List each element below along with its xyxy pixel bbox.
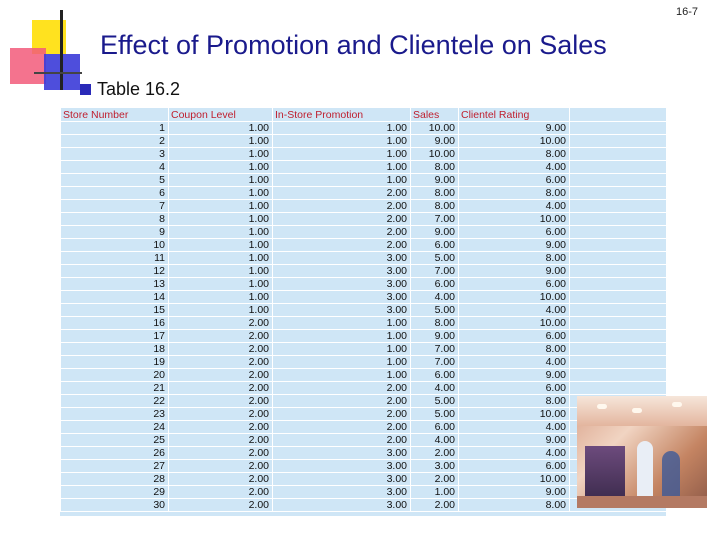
table-cell: 6.00	[411, 278, 459, 291]
table-header-row	[61, 108, 667, 122]
table-cell: 4.00	[411, 434, 459, 447]
photo-light	[632, 408, 642, 413]
table-cell: 2.00	[169, 408, 273, 421]
table-cell: 2.00	[169, 421, 273, 434]
table-row	[61, 122, 667, 135]
table-cell: 4	[61, 161, 169, 174]
table-cell: 6.00	[411, 421, 459, 434]
table-cell: 1.00	[169, 265, 273, 278]
table-cell: 15	[61, 304, 169, 317]
table-row	[61, 486, 667, 499]
table-cell: 1.00	[169, 252, 273, 265]
table-cell: 1.00	[169, 278, 273, 291]
table-cell: 10.00	[459, 213, 570, 226]
table-cell: 8.00	[411, 187, 459, 200]
table-cell: 5.00	[411, 304, 459, 317]
table-row	[61, 382, 667, 395]
table-cell-empty	[570, 278, 667, 291]
table-cell: 5.00	[411, 395, 459, 408]
table-row	[61, 239, 667, 252]
table-cell: 4.00	[459, 356, 570, 369]
table-cell: 1.00	[169, 226, 273, 239]
table-cell: 1.00	[169, 200, 273, 213]
table-cell-empty	[570, 291, 667, 304]
table-cell: 1.00	[273, 330, 411, 343]
table-cell-empty	[570, 226, 667, 239]
table-row	[61, 395, 667, 408]
table-cell: 2.00	[273, 187, 411, 200]
table-cell: 1.00	[273, 161, 411, 174]
table-cell: 5.00	[411, 408, 459, 421]
table-cell: 7.00	[411, 213, 459, 226]
table-cell-empty	[570, 135, 667, 148]
table-cell: 6	[61, 187, 169, 200]
table-row	[61, 252, 667, 265]
table-cell: 3.00	[273, 304, 411, 317]
photo-floor	[577, 496, 707, 508]
table-cell: 2.00	[169, 382, 273, 395]
table-cell: 4.00	[459, 161, 570, 174]
column-header: In-Store Promotion	[273, 108, 411, 122]
table-cell-empty	[570, 252, 667, 265]
photo-light	[597, 404, 607, 409]
table-cell: 8.00	[459, 187, 570, 200]
table-cell: 3.00	[273, 265, 411, 278]
table-cell: 2.00	[169, 499, 273, 512]
table-cell: 4.00	[411, 291, 459, 304]
table-cell: 18	[61, 343, 169, 356]
table-cell: 9.00	[459, 265, 570, 278]
table-cell: 2.00	[169, 395, 273, 408]
table-cell: 21	[61, 382, 169, 395]
table-cell: 14	[61, 291, 169, 304]
table-cell: 25	[61, 434, 169, 447]
table-cell: 2.00	[169, 473, 273, 486]
table-cell: 2.00	[169, 434, 273, 447]
table-cell: 3.00	[273, 447, 411, 460]
table-cell-empty	[570, 213, 667, 226]
corner-squares-logo	[10, 10, 90, 90]
table-cell: 1.00	[273, 317, 411, 330]
table-cell-empty	[570, 317, 667, 330]
table-row	[61, 161, 667, 174]
table-row	[61, 460, 667, 473]
table-cell: 1.00	[169, 213, 273, 226]
table-cell: 1.00	[273, 369, 411, 382]
table-cell-empty	[570, 304, 667, 317]
table-cell: 2.00	[273, 421, 411, 434]
table-cell: 3.00	[273, 499, 411, 512]
table-cell: 2.00	[273, 200, 411, 213]
table-cell: 11	[61, 252, 169, 265]
table-cell: 12	[61, 265, 169, 278]
table-cell: 9.00	[411, 226, 459, 239]
table-row	[61, 447, 667, 460]
pink-square	[10, 48, 46, 84]
table-cell: 1.00	[411, 486, 459, 499]
table-row	[61, 187, 667, 200]
vertical-rule	[60, 10, 63, 90]
table-cell: 2.00	[169, 447, 273, 460]
column-header: Store Number	[61, 108, 169, 122]
table-cell: 2.00	[273, 213, 411, 226]
table-cell: 30	[61, 499, 169, 512]
table-cell: 3.00	[273, 486, 411, 499]
table-cell: 26	[61, 447, 169, 460]
table-cell: 7.00	[411, 356, 459, 369]
slide-number: 16-7	[675, 6, 698, 18]
table-row	[61, 499, 667, 512]
table-cell: 1.00	[273, 174, 411, 187]
table-cell: 1.00	[169, 161, 273, 174]
table-cell: 9.00	[411, 174, 459, 187]
table-cell: 8.00	[459, 499, 570, 512]
table-cell: 3	[61, 148, 169, 161]
horizontal-rule	[34, 72, 82, 74]
photo-ceiling	[577, 396, 707, 426]
table-cell: 10	[61, 239, 169, 252]
table-cell: 4.00	[459, 447, 570, 460]
table-cell: 20	[61, 369, 169, 382]
table-cell: 2	[61, 135, 169, 148]
table-cell: 10.00	[459, 408, 570, 421]
table-cell: 1.00	[169, 291, 273, 304]
table-cell: 2.00	[169, 356, 273, 369]
table-row	[61, 408, 667, 421]
table-cell: 4.00	[411, 382, 459, 395]
table-row	[61, 291, 667, 304]
table-cell: 6.00	[459, 226, 570, 239]
table-cell: 1.00	[273, 135, 411, 148]
table-cell: 1.00	[169, 174, 273, 187]
table-cell-empty	[570, 200, 667, 213]
table-cell: 7.00	[411, 265, 459, 278]
table-cell: 10.00	[411, 148, 459, 161]
table-cell: 3.00	[273, 278, 411, 291]
table-cell: 2.00	[169, 486, 273, 499]
table-cell: 8	[61, 213, 169, 226]
table-cell-empty	[570, 174, 667, 187]
table-cell: 10.00	[459, 291, 570, 304]
column-header-empty	[570, 108, 667, 122]
table-row	[61, 421, 667, 434]
table-cell: 3.00	[411, 460, 459, 473]
table-cell: 9.00	[459, 434, 570, 447]
table-cell-empty	[570, 161, 667, 174]
table-cell: 1.00	[169, 122, 273, 135]
table-row	[61, 278, 667, 291]
table-cell: 9.00	[459, 122, 570, 135]
table-cell-empty	[570, 369, 667, 382]
table-cell-empty	[570, 187, 667, 200]
slide-title: Effect of Promotion and Clientele on Sales	[100, 30, 607, 60]
table-cell: 6.00	[459, 174, 570, 187]
table-row	[61, 473, 667, 486]
table-row	[61, 265, 667, 278]
table-cell-empty	[570, 330, 667, 343]
table-cell: 5	[61, 174, 169, 187]
table-cell: 28	[61, 473, 169, 486]
table-cell-empty	[570, 382, 667, 395]
table-cell: 1	[61, 122, 169, 135]
table-row	[61, 304, 667, 317]
table-cell: 5.00	[411, 252, 459, 265]
table-cell: 27	[61, 460, 169, 473]
table-cell: 2.00	[273, 395, 411, 408]
table-row	[61, 213, 667, 226]
table-cell: 2.00	[169, 369, 273, 382]
table-cell: 6.00	[459, 278, 570, 291]
table-cell: 10.00	[411, 122, 459, 135]
table-cell: 1.00	[273, 148, 411, 161]
table-cell-empty	[570, 239, 667, 252]
photo-clothing-rack	[585, 446, 625, 501]
table-cell: 4.00	[459, 304, 570, 317]
table-cell: 8.00	[411, 317, 459, 330]
table-row	[61, 148, 667, 161]
table-cell: 6.00	[459, 460, 570, 473]
table-cell: 6.00	[411, 369, 459, 382]
table-cell: 10.00	[459, 317, 570, 330]
table-cell-empty	[570, 148, 667, 161]
table-cell: 4.00	[459, 200, 570, 213]
data-table	[60, 107, 667, 512]
table-cell: 7	[61, 200, 169, 213]
table-cell: 9	[61, 226, 169, 239]
table-cell-empty	[570, 122, 667, 135]
table-cell: 8.00	[411, 200, 459, 213]
table-cell: 1.00	[169, 239, 273, 252]
table-body	[61, 122, 667, 512]
photo-shopper	[637, 441, 653, 501]
table-cell-empty	[570, 356, 667, 369]
table-cell: 2.00	[273, 382, 411, 395]
table-cell: 6.00	[411, 239, 459, 252]
table-cell: 1.00	[273, 356, 411, 369]
table-cell: 9.00	[459, 486, 570, 499]
table-cell: 16	[61, 317, 169, 330]
column-header: Sales	[411, 108, 459, 122]
table-cell: 1.00	[273, 122, 411, 135]
table-cell-empty	[570, 265, 667, 278]
table-cell: 2.00	[411, 473, 459, 486]
table-cell: 1.00	[169, 148, 273, 161]
table-cell: 3.00	[273, 473, 411, 486]
table-cell: 2.00	[273, 226, 411, 239]
table-caption: Table 16.2	[97, 79, 181, 99]
table-cell: 4.00	[459, 421, 570, 434]
table-cell: 2.00	[273, 408, 411, 421]
table-cell: 1.00	[169, 187, 273, 200]
table-cell: 2.00	[169, 317, 273, 330]
table-cell: 8.00	[459, 343, 570, 356]
table-cell: 19	[61, 356, 169, 369]
square-bullet-icon	[80, 84, 91, 95]
table-cell: 1.00	[169, 135, 273, 148]
table-cell: 1.00	[169, 304, 273, 317]
retail-store-photo	[577, 396, 707, 508]
table-cell: 8.00	[411, 161, 459, 174]
table-cell: 3.00	[273, 252, 411, 265]
table-row	[61, 200, 667, 213]
table-row	[61, 369, 667, 382]
column-header: Coupon Level	[169, 108, 273, 122]
table-cell: 24	[61, 421, 169, 434]
table-row	[61, 356, 667, 369]
table-cell: 2.00	[411, 499, 459, 512]
table-cell: 9.00	[411, 135, 459, 148]
table-cell: 8.00	[459, 395, 570, 408]
table-cell: 22	[61, 395, 169, 408]
table-row	[61, 434, 667, 447]
column-header: Clientel Rating	[459, 108, 570, 122]
table-cell: 10.00	[459, 135, 570, 148]
table-cell: 7.00	[411, 343, 459, 356]
table-row	[61, 343, 667, 356]
table-cell: 3.00	[273, 460, 411, 473]
table-row	[61, 174, 667, 187]
photo-light	[672, 402, 682, 407]
table-cell: 2.00	[169, 343, 273, 356]
table-cell: 2.00	[273, 434, 411, 447]
table-row	[61, 135, 667, 148]
table-row	[61, 226, 667, 239]
table-cell-empty	[570, 343, 667, 356]
table-cell: 6.00	[459, 330, 570, 343]
table-cell: 2.00	[169, 460, 273, 473]
table-cell: 8.00	[459, 148, 570, 161]
table-cell: 1.00	[273, 343, 411, 356]
table-row	[61, 317, 667, 330]
table-cell: 9.00	[411, 330, 459, 343]
table-cell: 2.00	[273, 239, 411, 252]
table-row	[61, 330, 667, 343]
data-table-container	[60, 107, 666, 516]
table-cell: 2.00	[169, 330, 273, 343]
table-cell: 8.00	[459, 252, 570, 265]
table-cell: 6.00	[459, 382, 570, 395]
table-cell: 17	[61, 330, 169, 343]
table-cell: 9.00	[459, 239, 570, 252]
table-cell: 3.00	[273, 291, 411, 304]
table-cell: 13	[61, 278, 169, 291]
table-cell: 9.00	[459, 369, 570, 382]
table-cell: 2.00	[411, 447, 459, 460]
table-cell: 29	[61, 486, 169, 499]
table-cell: 23	[61, 408, 169, 421]
table-cell: 10.00	[459, 473, 570, 486]
